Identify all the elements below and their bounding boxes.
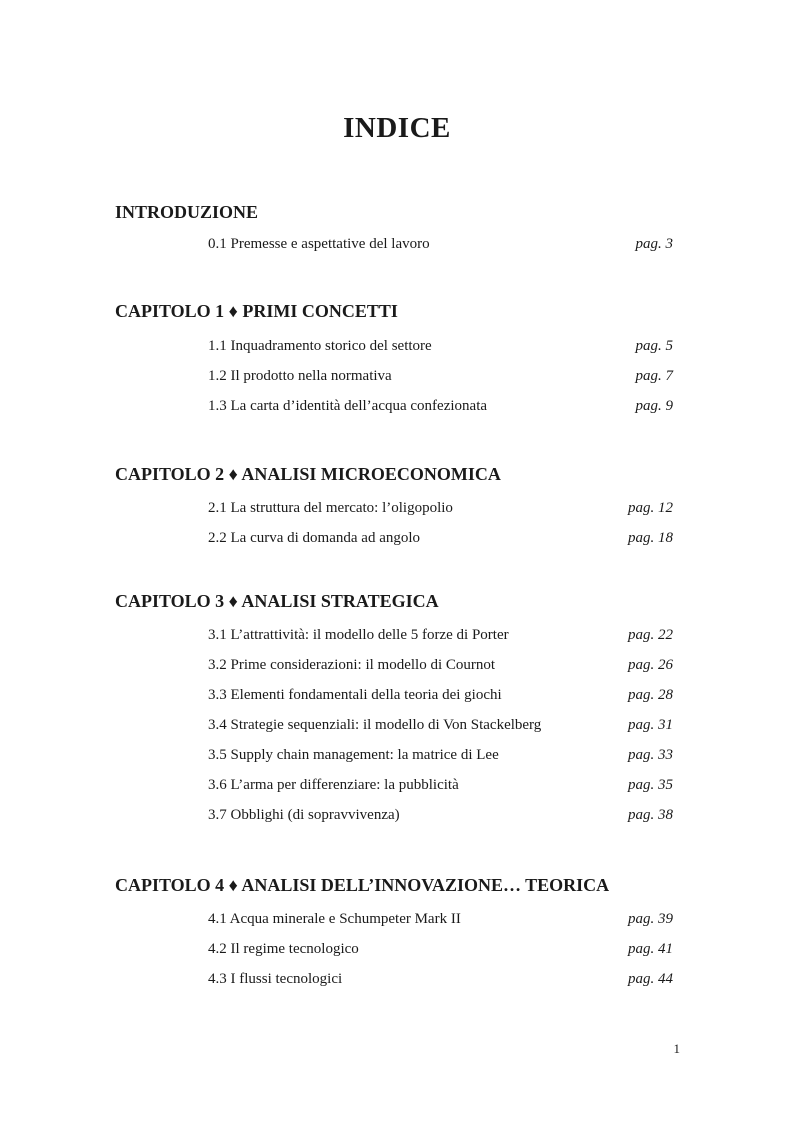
toc-entry-title: 1.3 La carta d’identità dell’acqua confezionata	[208, 398, 488, 414]
toc-entry[interactable]	[208, 687, 673, 707]
toc-entry-page: pag. 33	[628, 747, 673, 763]
toc-entry-page: pag. 3	[635, 236, 673, 252]
toc-entry[interactable]	[208, 777, 673, 797]
toc-entry-page: pag. 5	[635, 338, 673, 354]
toc-entry[interactable]	[208, 398, 673, 418]
section-heading-capitolo-4: CAPITOLO 4 ♦ ANALISI DELL’INNOVAZIONE… TEORICA	[115, 875, 610, 895]
toc-entry-page: pag. 9	[635, 398, 673, 414]
toc-entry-title: 0.1 Premesse e aspettative del lavoro	[208, 236, 430, 252]
toc-entry-title: 1.2 Il prodotto nella normativa	[208, 368, 392, 384]
toc-entry[interactable]	[208, 657, 673, 677]
toc-entry-page: pag. 44	[628, 971, 673, 987]
toc-entry-title: 1.1 Inquadramento storico del settore	[208, 338, 432, 354]
toc-entry[interactable]	[208, 368, 673, 388]
toc-entry-page: pag. 18	[628, 530, 673, 546]
section-heading-capitolo-2: CAPITOLO 2 ♦ ANALISI MICROECONOMICA	[115, 464, 501, 484]
toc-entry[interactable]	[208, 717, 673, 737]
toc-entry[interactable]	[208, 807, 673, 827]
toc-entry-title: 3.2 Prime considerazioni: il modello di Cournot	[208, 657, 496, 673]
toc-entry-title: 4.1 Acqua minerale e Schumpeter Mark II	[208, 911, 461, 927]
toc-entry[interactable]	[208, 338, 673, 358]
toc-entry-title: 3.6 L’arma per differenziare: la pubblicità	[208, 777, 459, 793]
toc-entry-page: pag. 31	[628, 717, 673, 733]
toc-entry[interactable]	[208, 530, 673, 550]
toc-entry-title: 3.5 Supply chain management: la matrice di Lee	[208, 747, 499, 763]
toc-entry-page: pag. 22	[628, 627, 673, 643]
toc-entry-title: 4.3 I flussi tecnologici	[208, 971, 343, 987]
toc-entry-title: 3.4 Strategie sequenziali: il modello di Von Stackelberg	[208, 717, 542, 733]
toc-entry[interactable]	[208, 627, 673, 647]
toc-entry-title: 3.1 L’attrattività: il modello delle 5 forze di Porter	[208, 627, 509, 643]
toc-entry-title: 2.1 La struttura del mercato: l’oligopolio	[208, 500, 453, 516]
toc-entry-page: pag. 35	[628, 777, 673, 793]
toc-entry[interactable]	[208, 747, 673, 767]
section-heading-capitolo-1: CAPITOLO 1 ♦ PRIMI CONCETTI	[115, 301, 398, 321]
toc-entry[interactable]	[208, 971, 673, 991]
page-number: 1	[673, 1041, 680, 1056]
toc-entry[interactable]	[208, 236, 673, 256]
toc-entry-title: 3.7 Obblighi (di sopravvivenza)	[208, 807, 400, 823]
toc-entry-title: 4.2 Il regime tecnologico	[208, 941, 359, 957]
toc-entry[interactable]	[208, 941, 673, 961]
toc-entry-page: pag. 7	[635, 368, 673, 384]
toc-entry-page: pag. 28	[628, 687, 673, 703]
toc-entry[interactable]	[208, 500, 673, 520]
section-heading-introduzione: INTRODUZIONE	[115, 202, 259, 222]
toc-entry[interactable]	[208, 911, 673, 931]
section-heading-capitolo-3: CAPITOLO 3 ♦ ANALISI STRATEGICA	[115, 591, 439, 611]
toc-entry-title: 2.2 La curva di domanda ad angolo	[208, 530, 421, 546]
toc-entry-page: pag. 41	[628, 941, 673, 957]
toc-entry-page: pag. 26	[628, 657, 673, 673]
toc-entry-page: pag. 38	[628, 807, 673, 823]
toc-entry-page: pag. 12	[628, 500, 673, 516]
toc-entry-page: pag. 39	[628, 911, 673, 927]
toc-entry-title: 3.3 Elementi fondamentali della teoria dei giochi	[208, 687, 502, 703]
page-title: INDICE	[343, 112, 451, 144]
